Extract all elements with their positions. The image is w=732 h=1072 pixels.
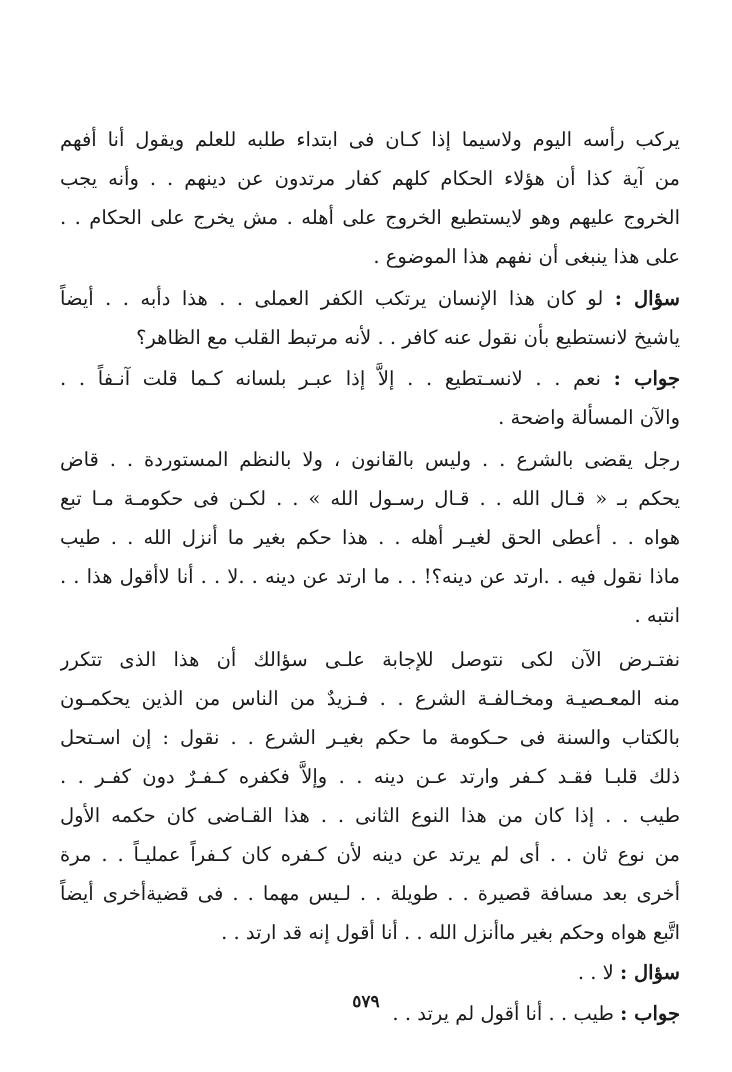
text-line [60, 558, 680, 596]
answer-line [60, 360, 680, 398]
line-text: رجل يقضى بالشرع . . وليس بالقانون ، ولا بالنظم المستوردة . . قاض [60, 448, 680, 471]
text-line [60, 680, 680, 718]
question-label: سؤال : [620, 961, 680, 984]
text-line [60, 399, 680, 437]
text-line [60, 519, 680, 557]
text-line [60, 319, 680, 357]
text-line [60, 238, 680, 276]
text-line [60, 758, 680, 796]
line-text: هواه . . أعطى الحق لغيـر أهله . . هذا حكم بغير ما أنزل الله . . طيب [60, 526, 680, 549]
line-text: ماذا نقول فيه . .ارتد عن دينه؟! . . ما ارتد عن دينه . .لا . . أنا لاأقول هذا . . [60, 565, 680, 588]
line-text: اتَّبع هواه وحكم بغير ماأنزل الله . . أنا أقول إنه قد ارتد . . [221, 921, 680, 944]
line-text: يركب رأسه اليوم ولاسيما إذا كـان فى ابتداء طلبه للعلم ويقول أنا أفهم [60, 128, 680, 151]
line-text: على هذا ينبغى أن نفهم هذا الموضوع . [373, 245, 680, 268]
text-line [60, 836, 680, 874]
text-line [60, 875, 680, 913]
line-text: لا . . [577, 961, 614, 984]
text-line [60, 914, 680, 952]
text-line [60, 199, 680, 237]
line-text: من آية كذا أن هؤلاء الحكام كلهم كفار مرتدون عن دينهم . . وأنه يجب [60, 167, 680, 190]
text-line [60, 797, 680, 835]
line-text: أخرى بعد مسافة قصيرة . . طويلة . . لـيس مهما . . فى قضيةأخرى أيضاً [60, 882, 680, 905]
line-text: انتبه . [634, 604, 680, 627]
document-page [60, 60, 680, 1025]
line-text: من نوع ثان . . أى لم يرتد عن دينه لأن كـفره كان كـفراً عمليـاً . . مرة [60, 843, 680, 866]
line-text: لو كان هذا الإنسان يرتكب الكفر العملى . . هذا دأبه . . أيضاً [60, 287, 604, 310]
line-text: نفتـرض الآن لكى نتوصل للإجابة علـى سؤالك أن هذا الذى تتكرر [60, 648, 680, 671]
line-text: ياشيخ لانستطيع بأن نقول عنه كافر . . لأنه مرتبط القلب مع الظاهر؟ [136, 326, 680, 349]
line-text: الخروج عليهم وهو لايستطيع الخروج على أهله . مش يخرج على الحكام . . [60, 206, 680, 229]
page-number: ٥٧٩ [352, 992, 380, 1012]
line-text: طيب . . أنا أقول لم يرتد . . [392, 1002, 614, 1025]
text-line [60, 480, 680, 518]
answer-label: جواب : [620, 1002, 680, 1025]
text-line [60, 719, 680, 757]
text-line [60, 160, 680, 198]
line-text: يحكم بـ « قـال الله . . قـال رسـول الله » . . لكـن فى حكومـة مـا تبع [60, 487, 680, 510]
line-text: نعم . . لانسـتطيع . . إلاَّ إذا عبـر بلسانه كـما قلت آنـفاً . . [60, 367, 601, 390]
question-line [60, 280, 680, 318]
line-text: منه المعـصيـة ومخـالفـة الشرع . . فـزيدٌ من الناس من الذين يحكمـون [60, 687, 680, 710]
text-line [60, 597, 680, 635]
text-line [60, 121, 680, 159]
answer-label: جواب : [613, 367, 680, 390]
line-text: بالكتاب والسنة فى حـكومة ما حكم بغيـر الشرع . . نقول : إن اسـتحل [60, 726, 680, 749]
text-line [60, 441, 680, 479]
question-label: سؤال : [614, 287, 680, 310]
line-text: طيب . . إذا كان من هذا النوع الثانى . . هذا القـاضى كان حكمه الأول [60, 804, 680, 827]
text-line [60, 641, 680, 679]
line-text: والآن المسألة واضحة . [498, 406, 680, 429]
line-text: ذلك قلبـا فقـد كـفر وارتد عـن دينه . . وإلاَّ فكفره كـفـرٌ دون كفـر . . [60, 765, 680, 788]
question-line [60, 954, 680, 992]
